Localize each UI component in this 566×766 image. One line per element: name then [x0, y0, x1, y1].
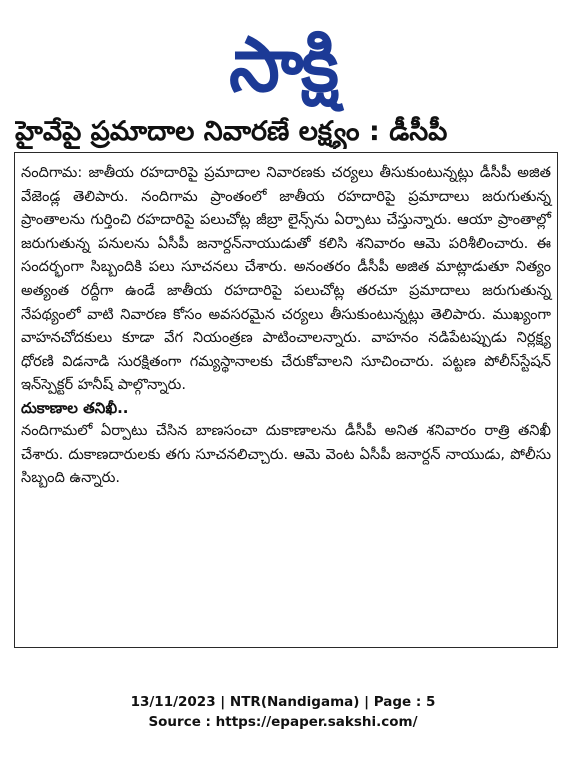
footer-source: Source : https://epaper.sakshi.com/ — [148, 714, 418, 730]
article-subhead: దుకాణాల తనిఖీ.. — [21, 398, 129, 417]
article-paragraph-1: నందిగామ: జాతీయ రహదారిపై ప్రమాదాల నివారణకు చర్యలు తీసుకుంటున్నట్లు డీసీపీ అజిత వేజెండ్ల తెలిపారు. నందిగామ ప్రాంతంలో జాతీయ రహదారిపై ప్రమాదాలు జరుగుతున్న ప్రాంతాలను గుర్తించి రహదారిపై పలుచోట్ల జీబ్రా లైన్స్‌ను ఏర్పాటు చేస్తున్నారు. ఆయా ప్రాంతాల్లో జరుగుతున్న పనులను ఏసీపీ జనార్దన్‌నాయుడుతో కలిసి శనివారం ఆమె పరిశీలించారు. ఈ సందర్భంగా సిబ్బందికి పలు సూచనలు చేశారు. అనంతరం డీసీపీ అజిత మాట్లాడుతూ నిత్యం అత్యంత రద్దీగా ఉండే జాతీయ రహదారిపై పలుచోట్ల తరచూ ప్రమాదాలు జరుగుతున్న నేపథ్యంలో వాటి నివారణ కోసం అవసరమైన చర్యలు తీసుకుంటున్నట్లు తెలిపారు. ముఖ్యంగా వాహనచోదకులు కూడా వేగ నియంత్రణ పాటించాలన్నారు. వాహనం నడిపేటప్పుడు నిర్లక్ష్య ధోరణి విడనాడి సురక్షితంగా గమ్యస్థానాలకు చేరుకోవాలని సూచించారు. పట్టణ పోలీస్‌స్టేషన్ ఇన్‌స్పెక్టర్ హనీష్ పాల్గొన్నారు. — [21, 164, 551, 394]
footer-date-edition: 13/11/2023 | NTR(Nandigama) | Page : 5 — [130, 694, 436, 710]
masthead — [0, 8, 566, 120]
article-headline: హైవేపై ప్రమాదాల నివారణే లక్ష్యం : డీసీపీ — [15, 116, 448, 147]
page-footer — [0, 692, 566, 732]
article-body — [15, 153, 557, 490]
sakshi-logo: సాక్షి — [229, 19, 337, 109]
article-box — [14, 116, 558, 648]
article-paragraph-2: నందిగామలో ఏర్పాటు చేసిన బాణసంచా దుకాణాలను డీసీపీ అనిత శనివారం రాత్రి తనిఖీ చేశారు. దుకాణదారులకు తగు సూచనలిచ్చారు. ఆమె వెంట ఏసీపీ జనార్దన్ నాయుడు, పోలీసు సిబ్బంది ఉన్నారు. — [21, 421, 551, 487]
